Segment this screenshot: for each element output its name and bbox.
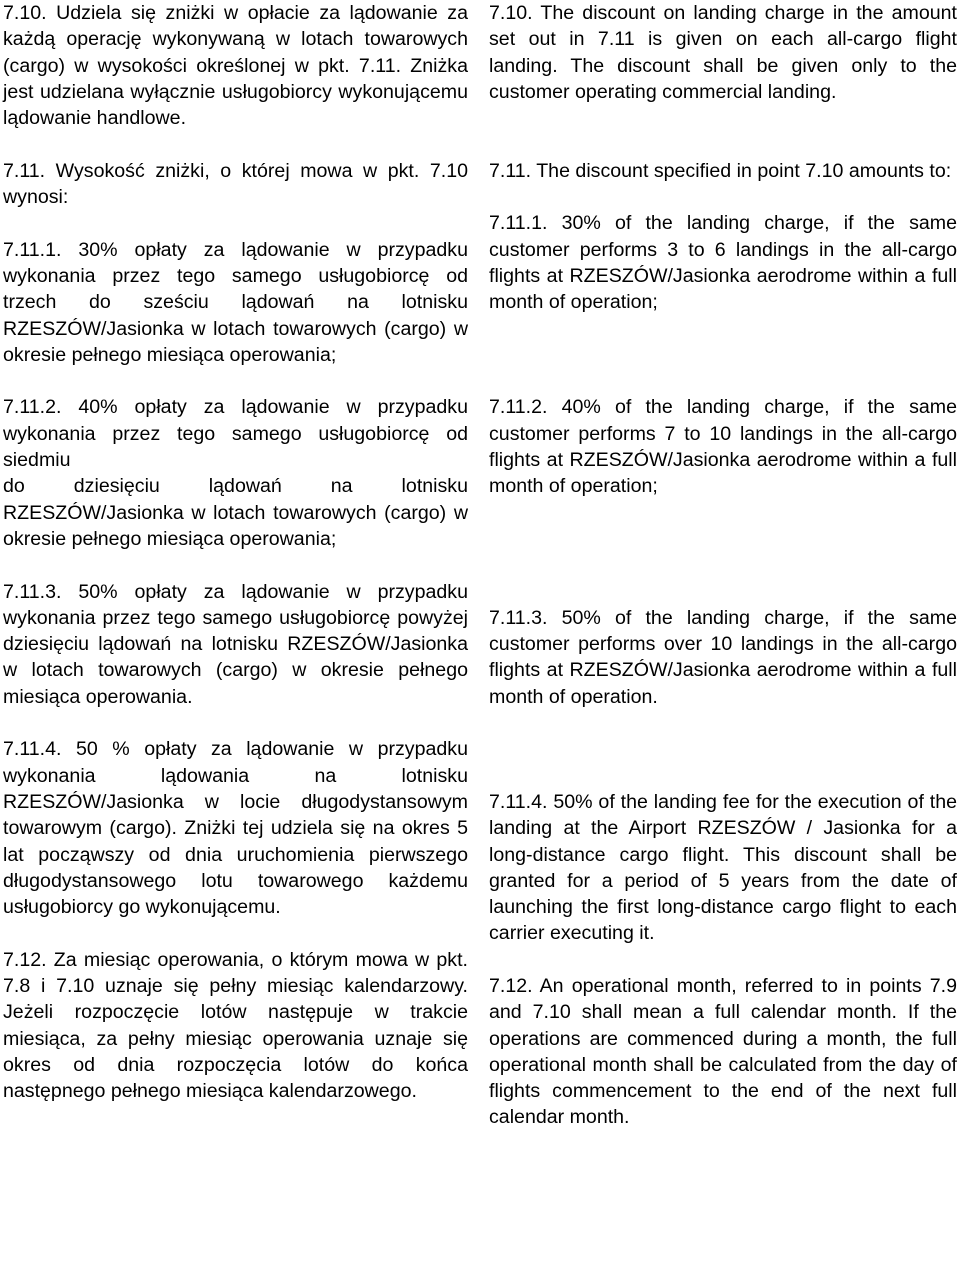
paragraph-7-11-3-pl: 7.11.3. 50% opłaty za lądowanie w przypadku wykonania przez tego samego usługobiorcę powyżej dziesięciu lądowań na lotnisku RZESZÓW/Jasionka w lotach towarowych (cargo) w okresie pełnego miesiąca operowania. [3,580,468,708]
polish-text-column [3,0,468,1104]
paragraph-7-11-pl: 7.11. Wysokość zniżki, o której mowa w pkt. 7.10 wynosi: [3,159,468,209]
paragraph-7-11-en: 7.11. The discount specified in point 7.10 amounts to: [489,159,952,182]
paragraph-7-11-2-pl: 7.11.2. 40% opłaty za lądowanie w przypadku wykonania przez tego samego usługobiorcę od siedmiu do dziesięciu lądowań na lotnisku RZESZÓW/Jasionka w lotach towarowych (cargo) w okresie pełnego miesiąca operowania; [3,396,468,550]
paragraph-7-10-en: 7.10. The discount on landing charge in the amount set out in 7.11 is given on each all-cargo flight landing. The discount shall be given only to the customer operating commercial landing. [489,2,957,103]
paragraph-7-11-4-en: 7.11.4. 50% of the landing fee for the execution of the landing at the Airport RZESZÓW / Jasionka for a long-distance cargo flight. This discount shall be granted for a period of 5 years from the date of launching the first long-distance cargo flight to each carrier executing it. [489,790,957,945]
paragraph-7-11-3-en: 7.11.3. 50% of the landing charge, if the same customer performs over 10 landings in the all-cargo flights at RZESZÓW/Jasionka aerodrome within a full month of operation. [489,606,957,708]
paragraph-7-10-pl: 7.10. Udziela się zniżki w opłacie za lądowanie za każdą operację wykonywaną w lotach towarowych (cargo) w wysokości określonej w pkt. 7.11. Zniżka jest udzielana wyłącznie usługobiorcy wykonującemu lądowanie handlowe. [3,2,468,130]
paragraph-7-12-en: 7.12. An operational month, referred to in points 7.9 and 7.10 shall mean a full calendar month. If the operations are commenced during a month, the full operational month shall be calculated from the day of flights commencement to the end of the next full calendar month. [489,974,957,1129]
paragraph-7-11-2-en: 7.11.2. 40% of the landing charge, if the same customer performs 7 to 10 landings in the all-cargo flights at RZESZÓW/Jasionka aerodrome within a full month of operation; [489,396,957,498]
paragraph-7-11-4-pl: 7.11.4. 50 % opłaty za lądowanie w przypadku wykonania lądowania na lotnisku RZESZÓW/Jasionka w locie długodystansowym towarowym (cargo). Zniżki tej udziela się na okres 5 lat począwszy od dnia uruchomienia pierwszego długodystansowego lotu towarowego każdemu usługobiorcy go wykonującemu. [3,738,468,919]
paragraph-7-11-1-en: 7.11.1. 30% of the landing charge, if the same customer performs 3 to 6 landings in the all-cargo flights at RZESZÓW/Jasionka aerodrome within a full month of operation; [489,212,957,314]
paragraph-7-12-pl: 7.12. Za miesiąc operowania, o którym mowa w pkt. 7.8 i 7.10 uznaje się pełny miesiąc kalendarzowy. Jeżeli rozpoczęcie lotów następuje w trakcie miesiąca, za pełny miesiąc operowania uznaje się okres od dnia rozpoczęcia lotów do końca następnego pełnego miesiąca kalendarzowego. [3,948,468,1103]
paragraph-7-11-1-pl: 7.11.1. 30% opłaty za lądowanie w przypadku wykonania przez tego samego usługobiorcę od trzech do sześciu lądowań na lotnisku RZESZÓW/Jasionka w lotach towarowych (cargo) w okresie pełnego miesiąca operowania; [3,238,468,366]
english-text-column [489,0,957,1131]
